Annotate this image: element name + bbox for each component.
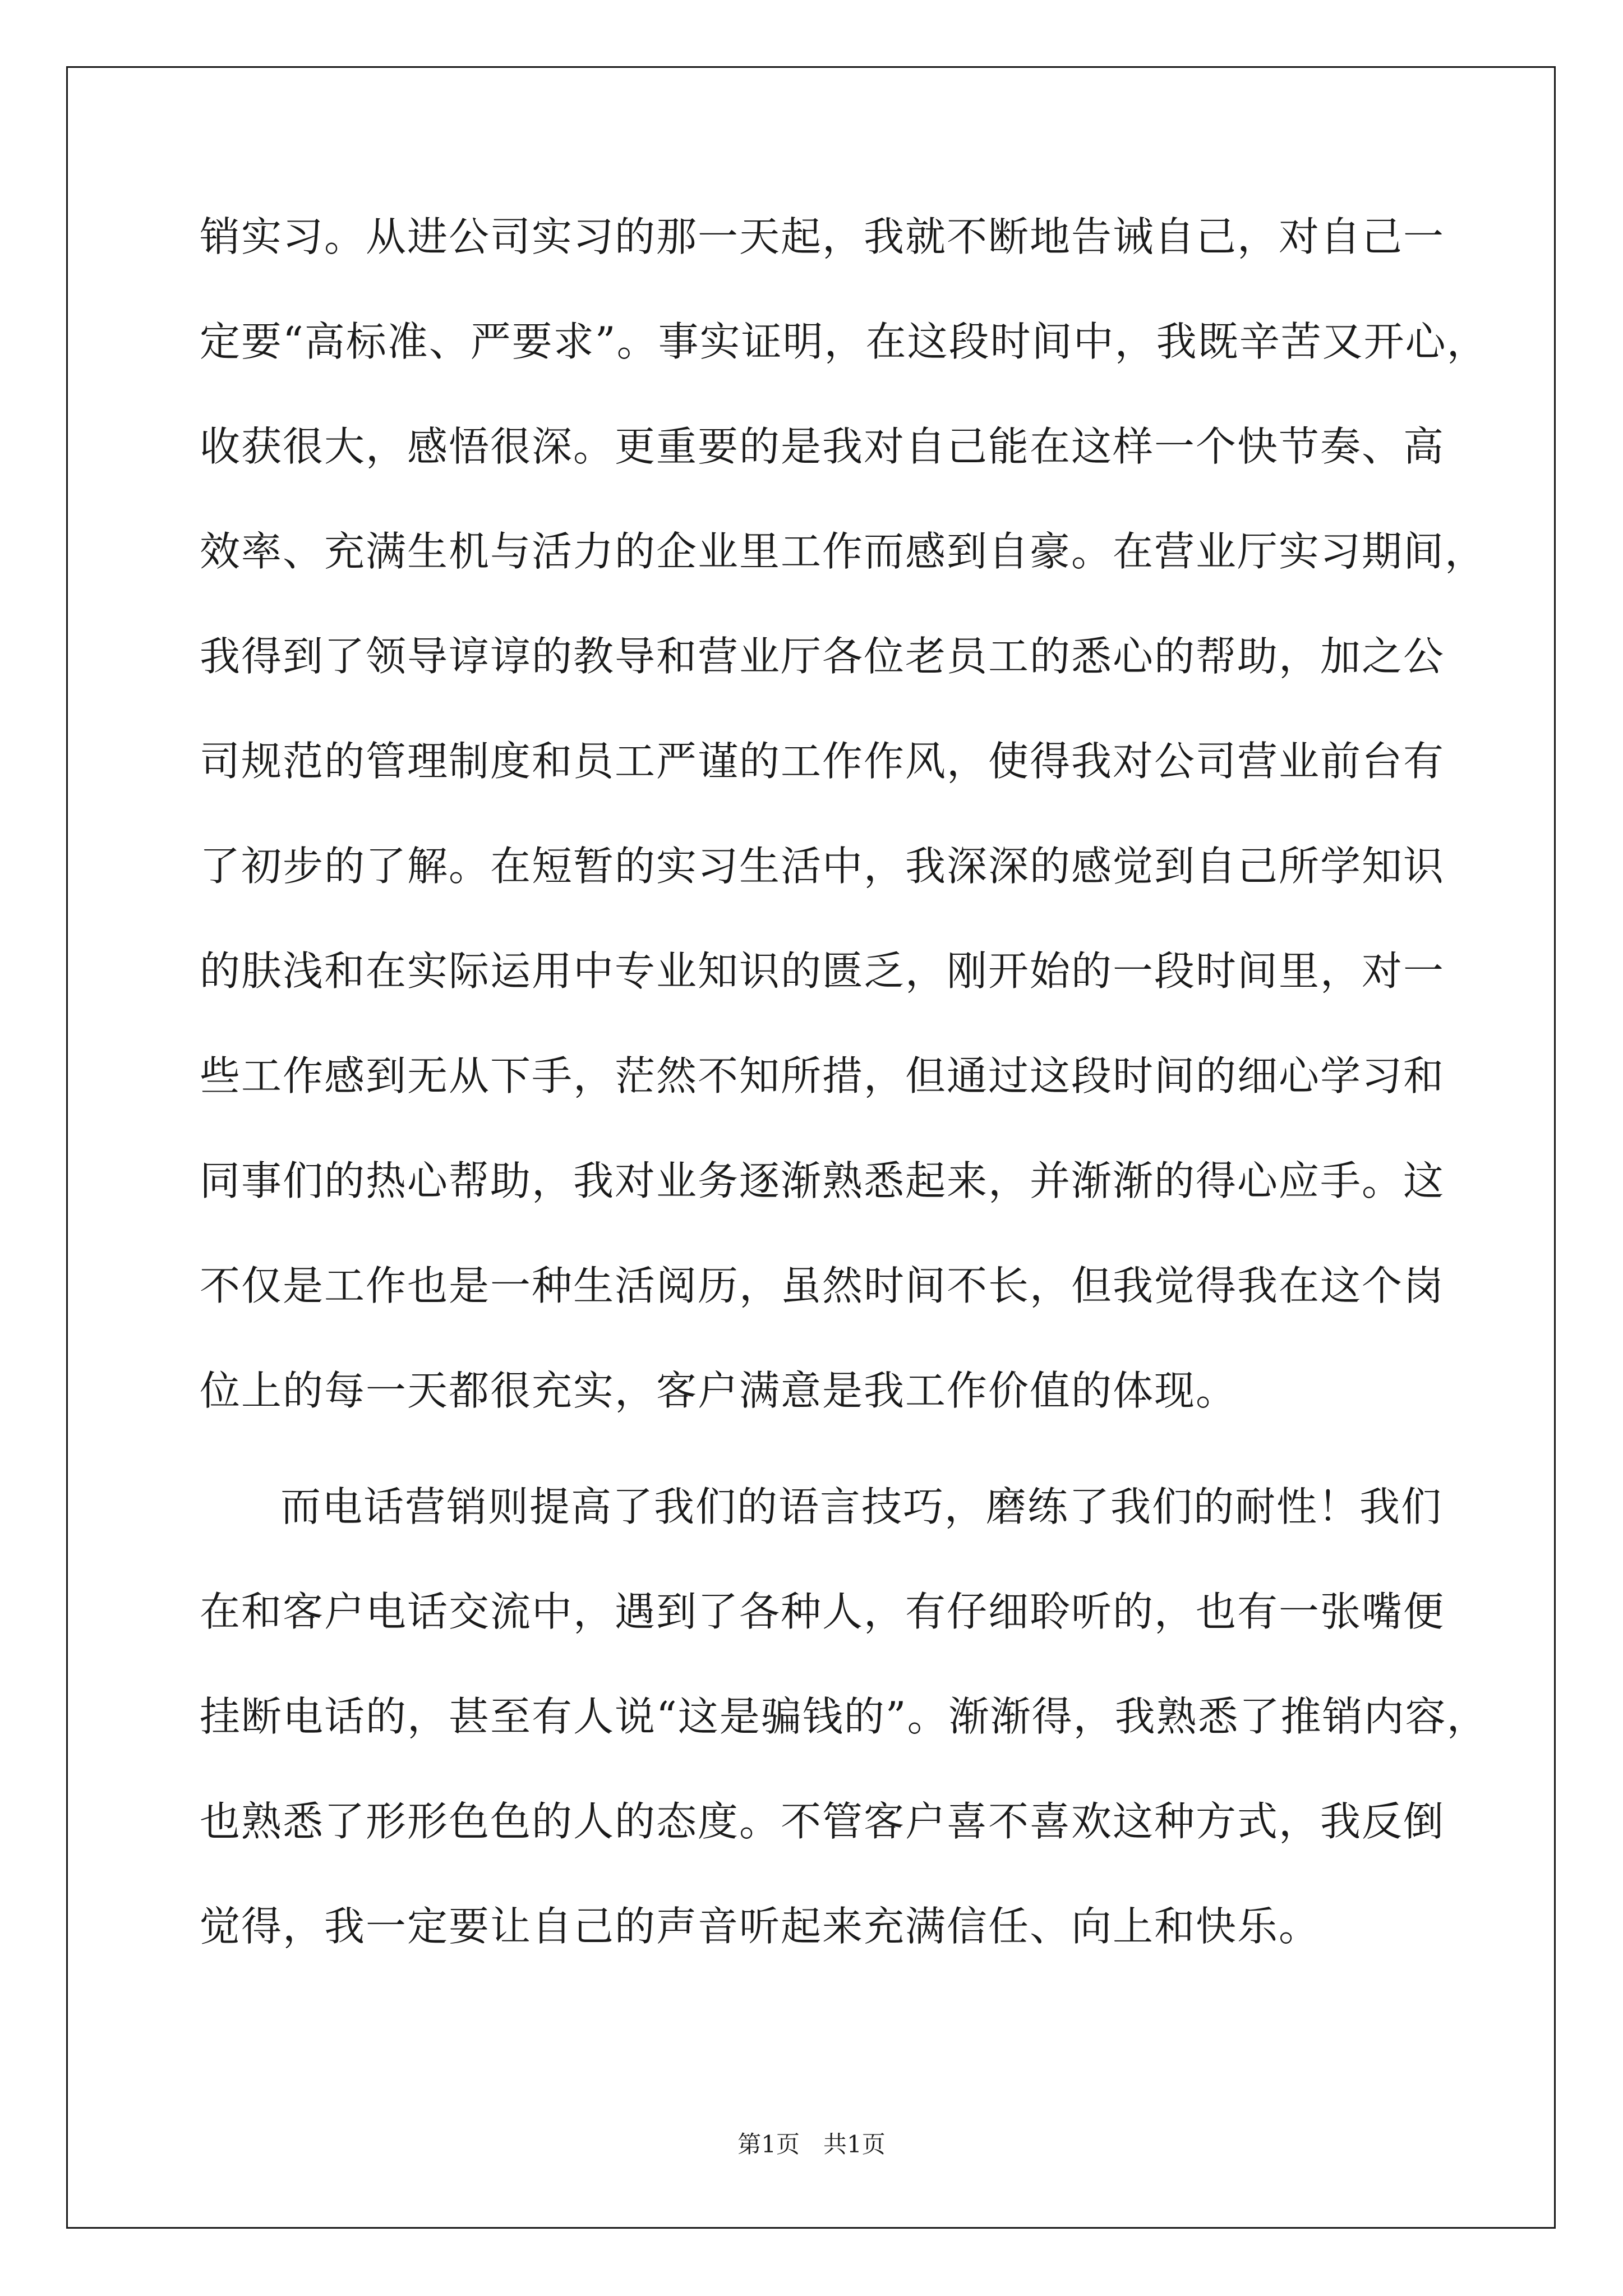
text-line: 在和客户电话交流中，遇到了各种人，有仔细聆听的，也有一张嘴便 bbox=[200, 1588, 1445, 1635]
text-line: 挂断电话的，甚至有人说“这是骗钱的”。渐渐得，我熟悉了推销内容， bbox=[200, 1693, 1488, 1740]
text-line: 我得到了领导谆谆的教导和营业厅各位老员工的悉心的帮助，加之公 bbox=[200, 633, 1445, 680]
paragraph-gap bbox=[200, 1464, 1456, 1475]
text-line: 定要“高标准、严要求”。事实证明，在这段时间中，我既辛苦又开心， bbox=[200, 318, 1488, 365]
text-line: 也熟悉了形形色色的人的态度。不管客户喜不喜欢这种方式，我反倒 bbox=[200, 1798, 1445, 1845]
text-line: 销实习。从进公司实习的那一天起，我就不断地告诫自己，对自己一 bbox=[200, 213, 1445, 260]
paragraph-1 bbox=[200, 205, 1488, 1464]
text-line: 的肤浅和在实际运用中专业知识的匮乏，刚开始的一段时间里，对一 bbox=[200, 947, 1445, 995]
document-body bbox=[200, 205, 1488, 2000]
text-line: 同事们的热心帮助，我对业务逐渐熟悉起来，并渐渐的得心应手。这 bbox=[200, 1157, 1445, 1204]
text-line: 不仅是工作也是一种生活阅历，虽然时间不长，但我觉得我在这个岗 bbox=[200, 1262, 1445, 1309]
page-number-footer: 第1页 共1页 bbox=[737, 2131, 886, 2158]
text-line: 觉得，我一定要让自己的声音听起来充满信任、向上和快乐。 bbox=[200, 1903, 1321, 1950]
text-line: 收获很大，感悟很深。更重要的是我对自己能在这样一个快节奏、高 bbox=[200, 423, 1445, 470]
text-line: 司规范的管理制度和员工严谨的工作作风，使得我对公司营业前台有 bbox=[200, 738, 1445, 785]
text-line: 而电话营销则提高了我们的语言技巧，磨练了我们的耐性！我们 bbox=[280, 1483, 1443, 1530]
text-line: 效率、充满生机与活力的企业里工作而感到自豪。在营业厅实习期间， bbox=[200, 528, 1487, 575]
text-line: 位上的每一天都很充实，客户满意是我工作价值的体现。 bbox=[200, 1367, 1238, 1414]
text-line: 了初步的了解。在短暂的实习生活中，我深深的感觉到自己所学知识 bbox=[200, 843, 1445, 890]
paragraph-2 bbox=[200, 1475, 1488, 2000]
text-line: 些工作感到无从下手，茫然不知所措，但通过这段时间的细心学习和 bbox=[200, 1052, 1445, 1099]
